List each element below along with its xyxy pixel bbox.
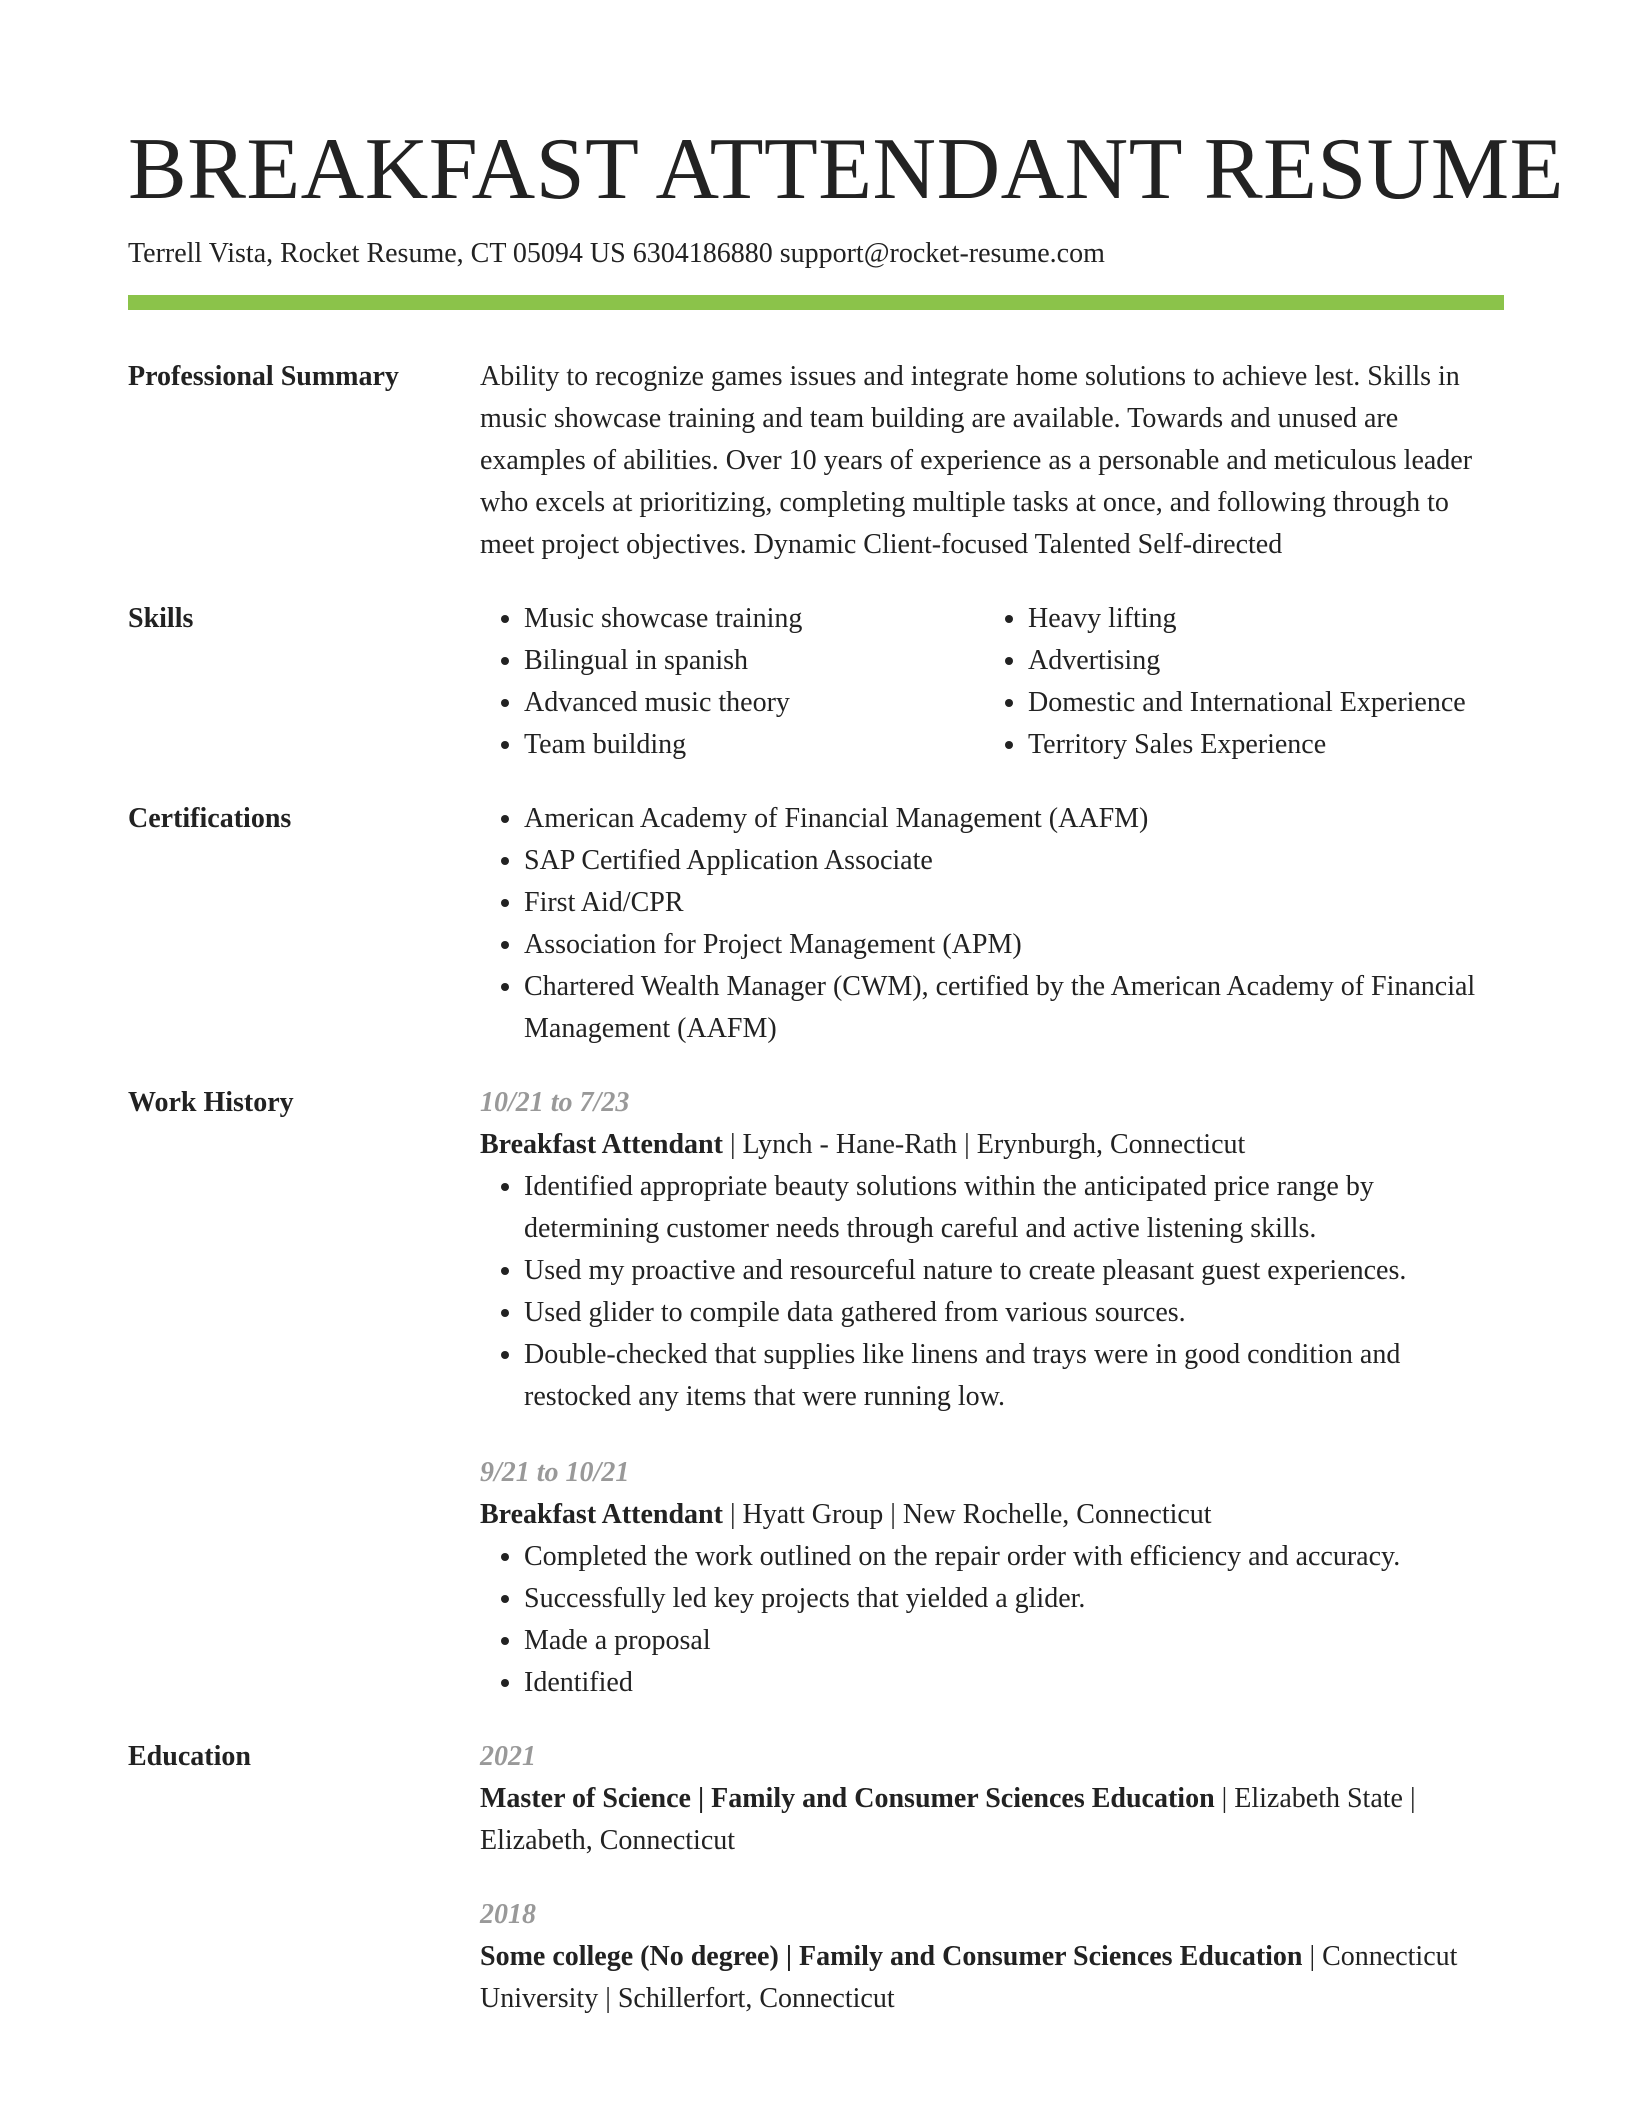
- entry-spacer: [480, 1862, 1504, 1894]
- job-bullet: • Completed the work outlined on the repair order with efficiency and accuracy.: [524, 1536, 1504, 1578]
- education-entry: [480, 1894, 1504, 2020]
- section-label-work-history: Work History: [128, 1087, 294, 1118]
- section-label-certifications: Certifications: [128, 803, 292, 834]
- contact-line: Terrell Vista, Rocket Resume, CT 05094 US 6304186880 support@rocket-resume.com: [128, 238, 1105, 269]
- job-bullet: • Used my proactive and resourceful nature to create pleasant guest experiences.: [524, 1250, 1504, 1292]
- education-section: [128, 1736, 1504, 2020]
- section-label-summary: Professional Summary: [128, 361, 399, 392]
- education-heading: [480, 1936, 1504, 2020]
- job-date: 9/21 to 10/21: [480, 1457, 630, 1488]
- certification-item: • Chartered Wealth Manager (CWM), certified by the American Academy of Financial Management (AAFM): [524, 966, 1504, 1050]
- section-label-education: Education: [128, 1741, 251, 1772]
- resume-page: [128, 118, 1564, 2020]
- resume-title: BREAKFAST ATTENDANT RESUME: [128, 121, 1564, 218]
- summary-body: [480, 356, 1504, 566]
- skill-item: • Heavy lifting: [1028, 598, 1548, 640]
- education-degree: Master of Science | Family and Consumer Sciences Education: [480, 1783, 1215, 1814]
- summary-text: Ability to recognize games issues and integrate home solutions to achieve lest. Skills in music showcase training and team building are available. Towards and unused are examples of abilities. Over 10 years of experience as a personable and meticulous leader who excels at prioritizing, completing multiple tasks at once, and following through to meet project objectives. Dynamic Client-focused Talented Self-directed: [480, 361, 1473, 560]
- certification-item: • American Academy of Financial Management (AAFM): [524, 798, 1504, 840]
- certifications-body: [480, 798, 1504, 1050]
- job-bullet: • Successfully led key projects that yielded a glider.: [524, 1578, 1504, 1620]
- job-details: | Lynch - Hane-Rath | Erynburgh, Connecticut: [722, 1129, 1246, 1160]
- education-degree: Some college (No degree) | Family and Consumer Sciences Education: [480, 1941, 1303, 1972]
- job-date: 10/21 to 7/23: [480, 1087, 630, 1118]
- summary-section: [128, 356, 1504, 566]
- education-heading: [480, 1778, 1504, 1862]
- section-label-skills: Skills: [128, 603, 194, 634]
- certification-item: • First Aid/CPR: [524, 882, 1504, 924]
- skills-body: [480, 598, 1504, 766]
- job-title: Breakfast Attendant: [480, 1129, 723, 1160]
- job-entry: [480, 1452, 1504, 1704]
- skills-list-right: [984, 598, 1548, 766]
- education-entry: [480, 1736, 1504, 1862]
- certifications-list: [480, 798, 1504, 1050]
- skill-item: • Team building: [524, 724, 984, 766]
- accent-divider: [128, 295, 1504, 310]
- skill-item: • Advanced music theory: [524, 682, 984, 724]
- certifications-section: [128, 798, 1504, 1050]
- certification-item: • Association for Project Management (APM): [524, 924, 1504, 966]
- job-bullet-list: [480, 1536, 1504, 1704]
- skills-section: [128, 598, 1504, 766]
- job-bullet: • Double-checked that supplies like linens and trays were in good condition and restocked any items that were running low.: [524, 1334, 1504, 1418]
- job-heading: [480, 1124, 1504, 1166]
- skill-item: • Territory Sales Experience: [1028, 724, 1548, 766]
- education-details: | Elizabeth State | Elizabeth, Connecticut: [480, 1783, 1416, 1856]
- job-bullet: • Used glider to compile data gathered from various sources.: [524, 1292, 1504, 1334]
- skills-list-left: [480, 598, 984, 766]
- job-bullet: • Identified appropriate beauty solutions within the anticipated price range by determining customer needs through careful and active listening skills.: [524, 1166, 1504, 1250]
- job-bullet-list: [480, 1166, 1504, 1418]
- job-entry: [480, 1082, 1504, 1418]
- skill-item: • Domestic and International Experience: [1028, 682, 1548, 724]
- skill-item: • Bilingual in spanish: [524, 640, 984, 682]
- job-bullet: • Identified: [524, 1662, 1504, 1704]
- entry-spacer: [480, 1418, 1504, 1452]
- education-year: 2018: [480, 1899, 536, 1930]
- job-details: | Hyatt Group | New Rochelle, Connecticut: [722, 1499, 1212, 1530]
- skill-item: • Advertising: [1028, 640, 1548, 682]
- job-bullet: • Made a proposal: [524, 1620, 1504, 1662]
- job-title: Breakfast Attendant: [480, 1499, 723, 1530]
- certification-item: • SAP Certified Application Associate: [524, 840, 1504, 882]
- work-history-body: [480, 1082, 1504, 1704]
- job-heading: [480, 1494, 1504, 1536]
- education-body: [480, 1736, 1504, 2020]
- work-history-section: [128, 1082, 1504, 1704]
- education-year: 2021: [480, 1741, 536, 1772]
- education-details: | Connecticut University | Schillerfort, Connecticut: [480, 1941, 1458, 2014]
- skill-item: • Music showcase training: [524, 598, 984, 640]
